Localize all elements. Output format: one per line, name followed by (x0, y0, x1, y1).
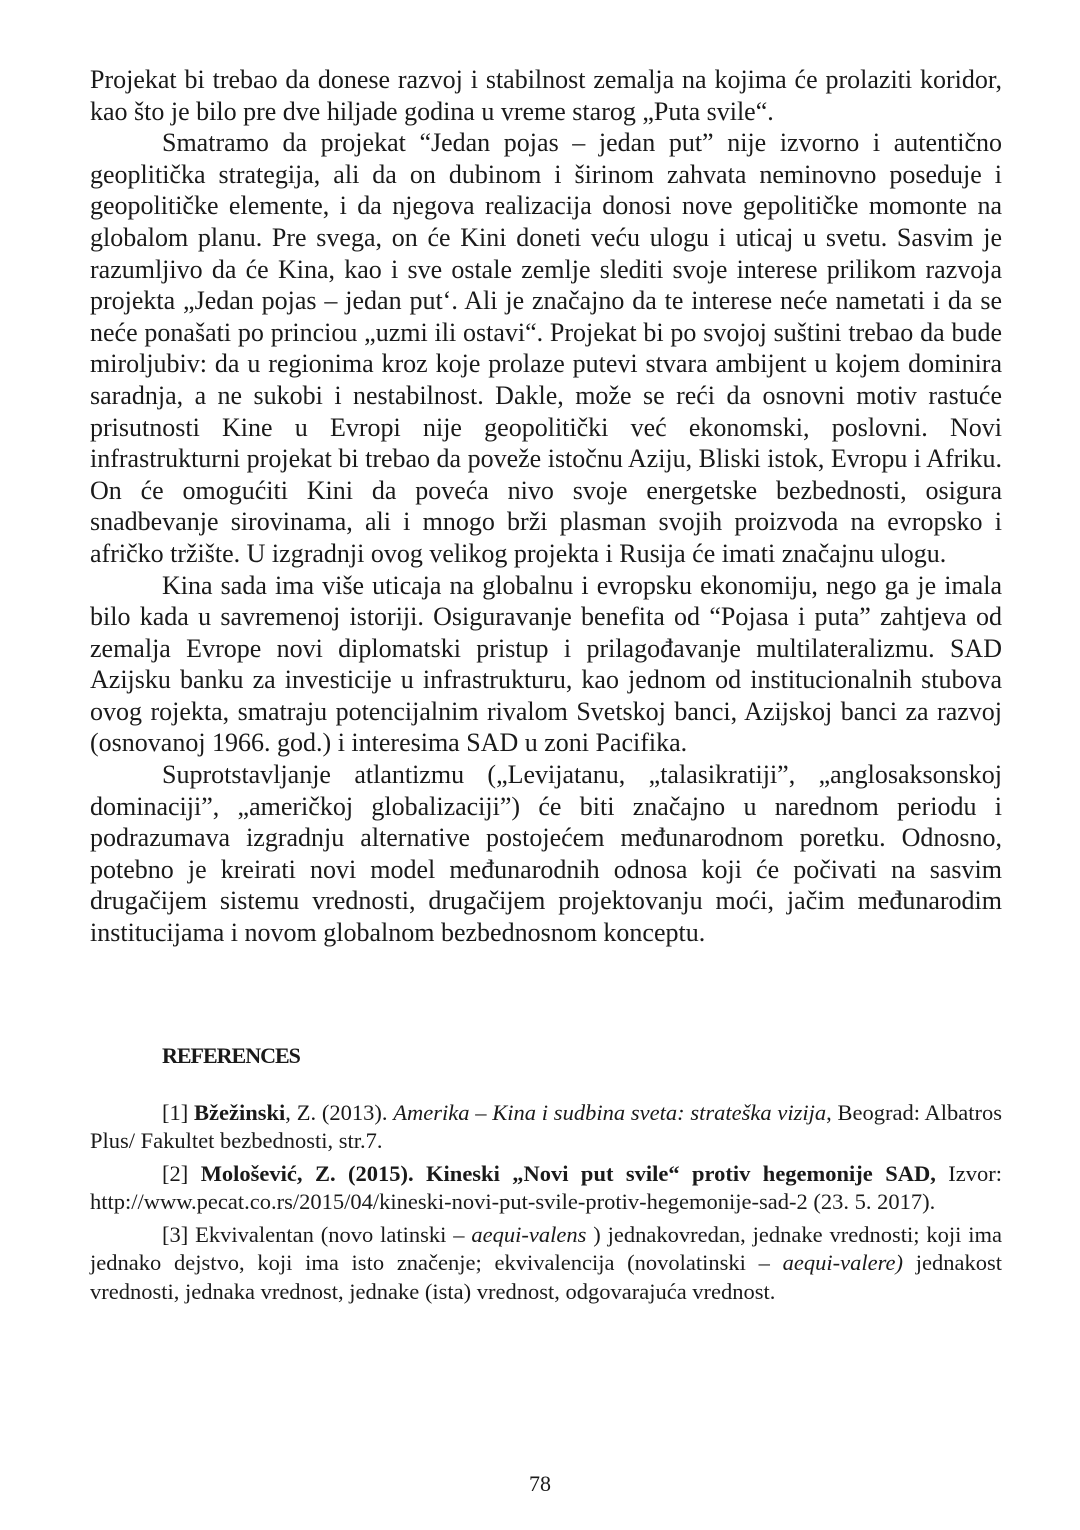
paragraph: Projekat bi trebao da donese razvoj i stabilnost zemalja na kojima će prolaziti koridor, kao što je bilo pre dve hiljade godina u vreme starog „Puta svile“. (90, 65, 1002, 126)
reference-item (90, 1099, 1002, 1156)
reference-author: Bžežinski (194, 1099, 286, 1125)
reference-number: [1] (162, 1099, 189, 1125)
reference-text: , Beograd: Albatros Plus/ Fakultet bezbednosti, str.7. (90, 1099, 1002, 1154)
reference-title: Mološević, Z. (2015). Kineski „Novi put svile“ protiv hegemonije SAD, (200, 1160, 936, 1186)
body-text (90, 64, 1002, 949)
reference-term: aequi-valens (471, 1221, 587, 1247)
reference-number: [3] (162, 1221, 189, 1247)
references-list (90, 1099, 1002, 1307)
reference-title: Amerika – Kina i sudbina sveta: strateška vizija (393, 1099, 827, 1125)
paragraph: Kina sada ima više uticaja na globalnu i evropsku ekonomiju, nego ga je imala bilo kada u savremenoj istoriji. Osiguravanje benefita od “Pojasa i puta” zahtjeva od zemalja Evrope novi diplomatski pristup i prilagođavanje multilateralizmu. SAD Azijsku banku za investicije u infrastrukturu, kao jednom od institucionalnih stubova ovog rojekta, smatraju potencijalnim rivalom Svetskoj banci, Azijskoj banci za razvoj (osnovanoj 1966. god.) i interesima SAD u zoni Pacifika. (90, 570, 1002, 758)
reference-text: ) jednakovredan, jednake vrednosti; koji ima jednako dejstvo, koji ima isto značenje; ekvivalencija (novolatinski – (90, 1221, 1003, 1276)
references-heading: REFERENCES (162, 1042, 300, 1068)
paragraph: Smatramo da projekat “Jedan pojas – jedan put” nije izvorno i autentično geoplitička strategija, ali da on dubinom i širinom zahvata neminovno poseduje i geopolitičke elemente, i da njegova realizacija donosi nove gepolitičke momonte na globalom planu. Pre svega, on će Kini doneti veću ulogu i uticaj u svetu. Sasvim je razumljivo da će Kina, kao i sve ostale zemlje slediti svoje interese prilikom razvoja projekta „Jedan pojas – jedan put‘. Ali je značajno da te interese neće nametati i da se neće ponašati po princiou „uzmi ili ostavi“. Projekat bi po svojoj suštini trebao da bude miroljubiv: da u regionima kroz koje prolaze putevi stvara ambijent u kojem dominira saradnja, a ne sukobi i nestabilnost. Dakle, može se reći da osnovni motiv rastuće prisutnosti Kine u Evropi nije geopolitički već ekonomski, poslovni. Novi infrastrukturni projekat bi trebao da poveže istočnu Aziju, Bliski istok, Evropu i Afriku. On će omogućiti Kini da poveća nivo svoje energetske bezbednosti, osigura snadbevanje sirovinama, ali i mnogo brži plasman svojih proizvoda na evropsko i afričko tržište. U izgradnji ovog velikog projekta i Rusija će imati značajnu ulogu. (90, 128, 1002, 568)
reference-text: , Z. (2013). (285, 1099, 394, 1125)
reference-text: jednakost vrednosti, jednaka vrednost, jednake (ista) vrednost, odgovarajuća vrednost. (90, 1250, 1002, 1304)
page-number: 78 (529, 1471, 551, 1496)
reference-text: Ekvivalentan (novo latinski – (188, 1221, 472, 1247)
document-page (90, 64, 1002, 1310)
reference-term: aequi-valere) (782, 1250, 904, 1276)
reference-item (90, 1221, 1002, 1307)
reference-item (90, 1160, 1002, 1217)
paragraph: Suprotstavljanje atlantizmu („Levijatanu, „talasikratiji”, „anglosaksonskoj dominaciji”, „američkoj globalizaciji”) će biti značajno u narednom periodu i podrazumava izgradnju alternative postojećem međunarodnom poretku. Odnosno, potebno je kreirati novi model međunarodnih odnosa koji će počivati na sasvim drugačijem sistemu vrednosti, drugačijem projektovanju moći, jačim međunarodim institucijama i novom globalnom bezbednosnom konceptu. (90, 760, 1002, 948)
reference-number: [2] (162, 1160, 189, 1186)
reference-text: Izvor: http://www.pecat.co.rs/2015/04/kineski-novi-put-svile-protiv-hegemonije-sad-2 (23. 5. 2017). (90, 1160, 1002, 1215)
